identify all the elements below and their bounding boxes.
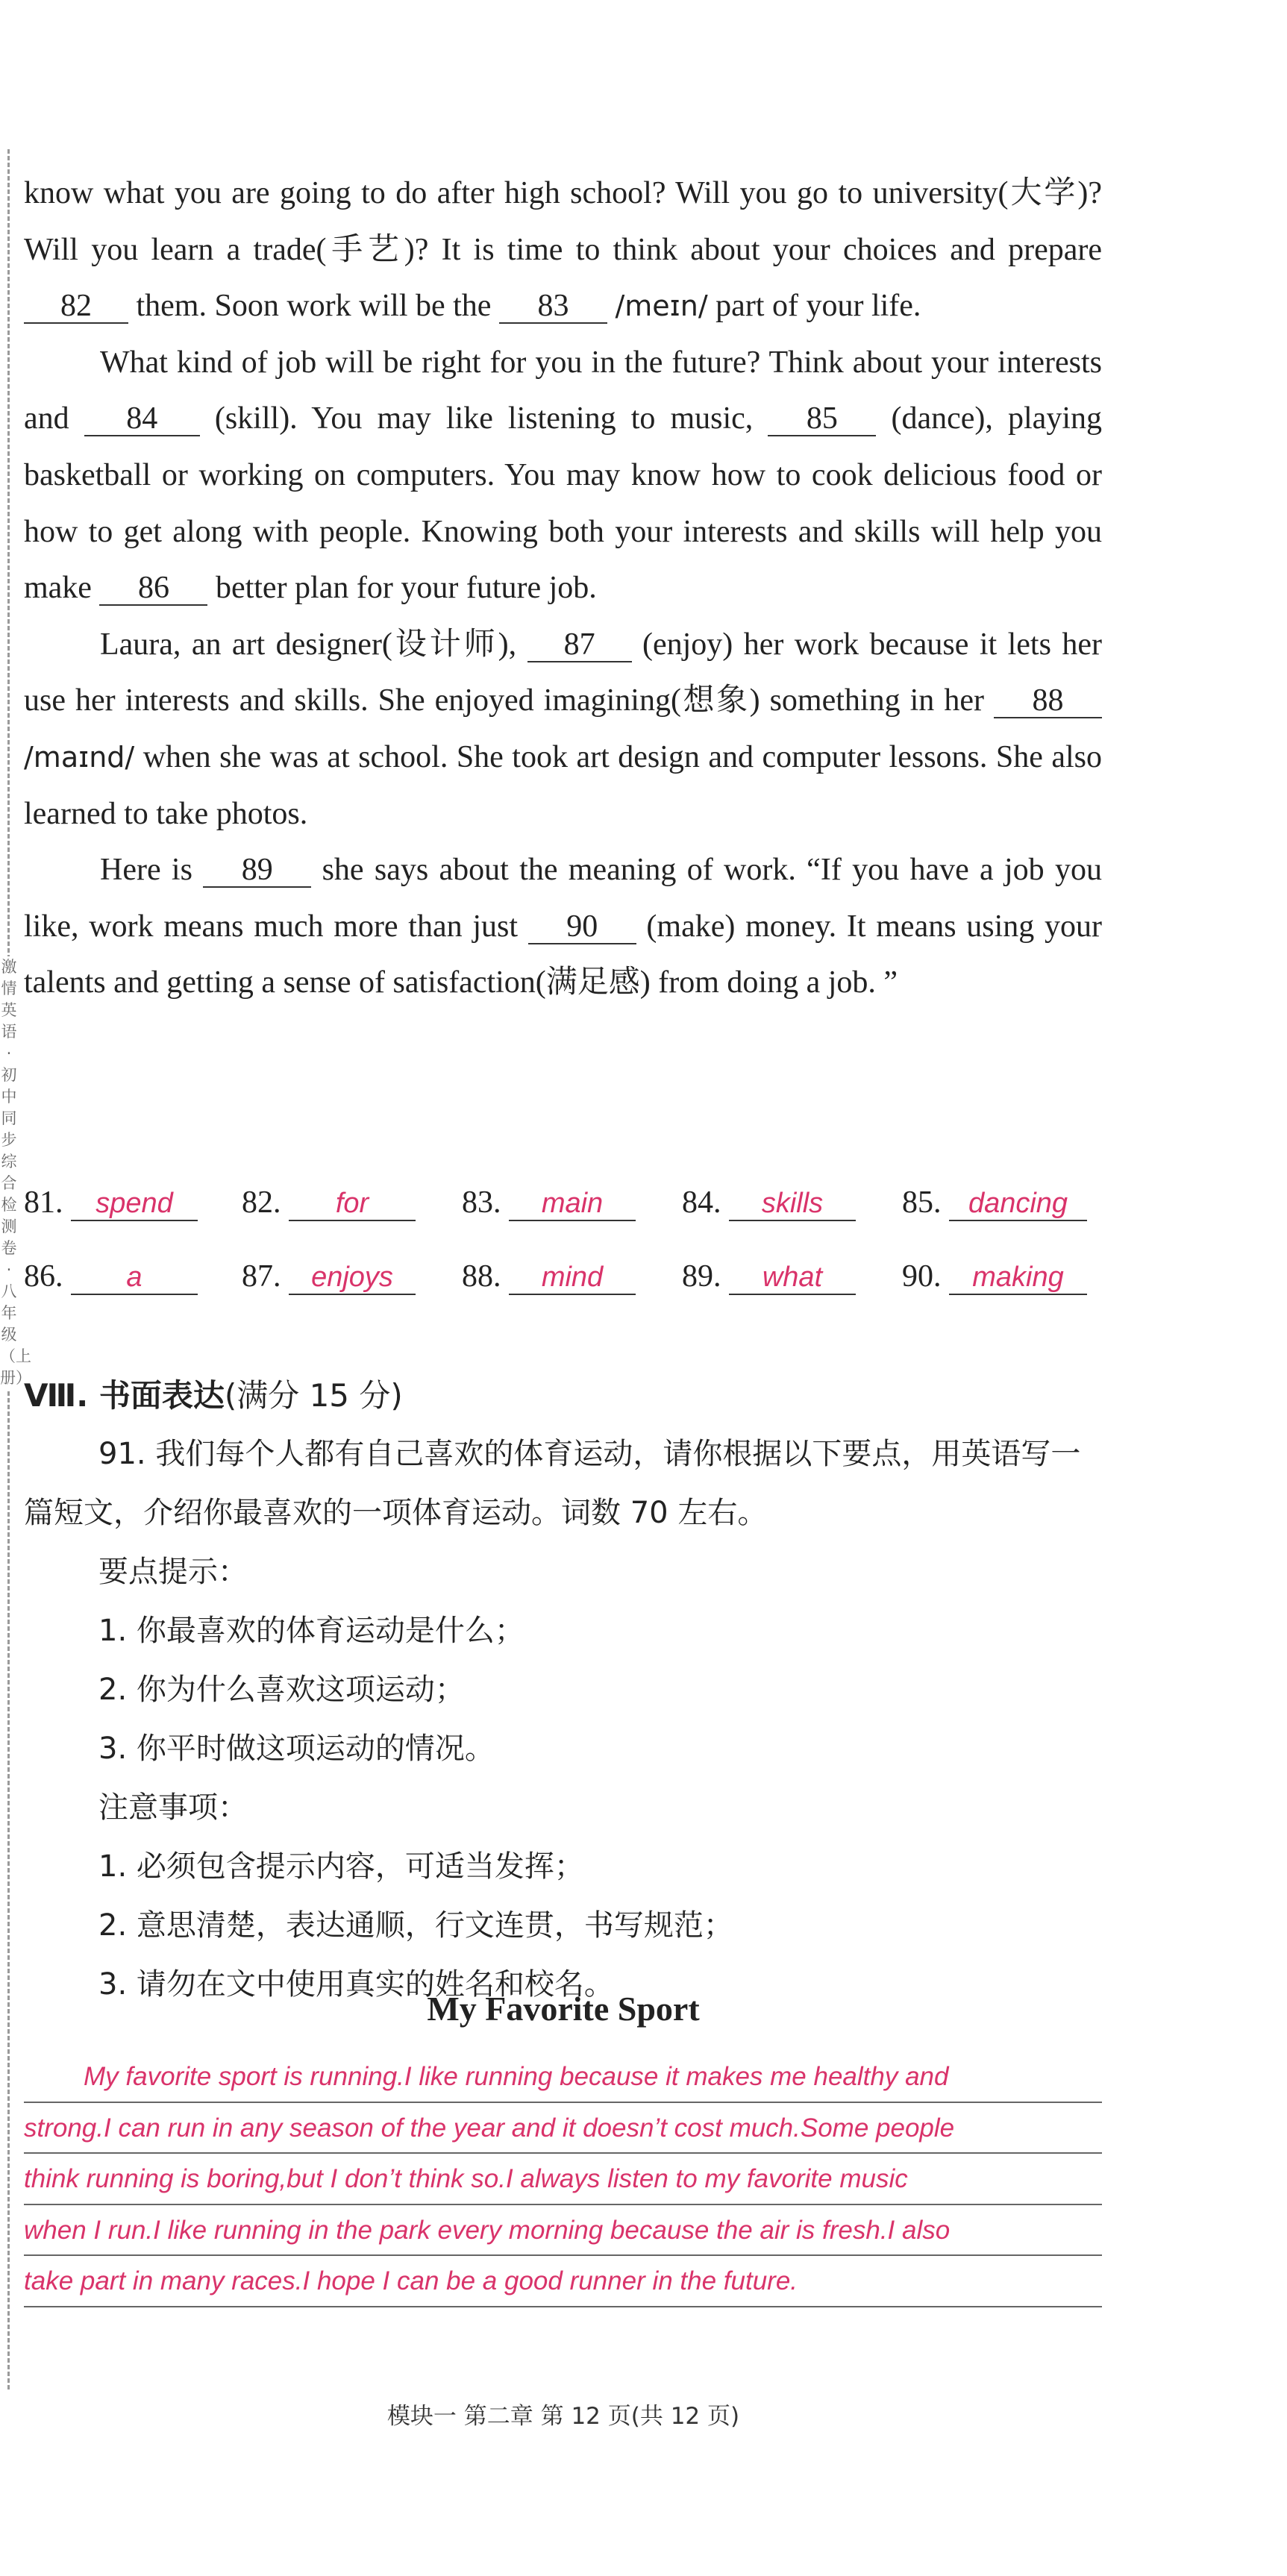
blank-88: 88 xyxy=(994,684,1102,718)
cloze-passage xyxy=(24,166,1102,1012)
essay-line: take part in many races.I hope I can be a good runner in the future. xyxy=(24,2256,1102,2307)
page-footer: 模块一 第二章 第 12 页(共 12 页) xyxy=(386,2403,740,2430)
answer-85: 85. dancing xyxy=(902,1185,1087,1221)
answer-84: 84. skills xyxy=(682,1185,856,1221)
paragraph-4: Here is 89 she says about the meaning of work. “If you have a job you like, work means much more than just 90 (make) money. It means using your talents and getting a sense of satisfaction(满足感) from doing a job. ” xyxy=(24,853,1102,1000)
answer-89: 89. what xyxy=(682,1259,856,1295)
answer-86: 86. a xyxy=(24,1259,198,1295)
point-item: 2. 你为什么喜欢这项运动； xyxy=(98,1673,465,1707)
blank-87: 87 xyxy=(527,628,632,662)
blank-84: 84 xyxy=(84,402,200,436)
answer-83: 83. main xyxy=(462,1185,636,1221)
phonetic-88: /maɪnd/ xyxy=(24,740,135,774)
points-title: 要点提示： xyxy=(98,1555,248,1589)
blank-85: 85 xyxy=(768,402,876,436)
answer-90: 90. making xyxy=(902,1259,1087,1295)
answer-row-1 xyxy=(24,1185,1102,1229)
notes-title: 注意事项： xyxy=(98,1790,248,1825)
blank-86: 86 xyxy=(99,571,207,606)
essay-line: think running is boring,but I don’t think so.I always listen to my favorite music xyxy=(24,2154,1102,2205)
paragraph-2: What kind of job will be right for you in the future? Think about your interests and 84 (skill). You may like listening to music, 85 (dance), playing basketball or working on computers. You may know how to cook delicious food or how to get along with people. Knowing both your interests and skills will help you make 86 better plan for your future job. xyxy=(24,345,1102,606)
essay-line: when I run.I like running in the park every morning because the air is fresh.I also xyxy=(24,2205,1102,2257)
point-item: 3. 你平时做这项运动的情况。 xyxy=(98,1732,495,1766)
note-item: 1. 必须包含提示内容，可适当发挥； xyxy=(98,1849,584,1884)
blank-82: 82 xyxy=(24,289,128,324)
task-prompt: 91. 我们每个人都有自己喜欢的体育运动，请你根据以下要点，用英语写一篇短文，介绍你最喜欢的一项体育运动。词数 70 左右。 xyxy=(24,1437,1081,1530)
note-item: 2. 意思清楚，表达通顺，行文连贯，书写规范； xyxy=(98,1908,733,1943)
answer-87: 87. enjoys xyxy=(242,1259,416,1295)
essay-line: My favorite sport is running.I like running because it makes me healthy and xyxy=(24,2052,1102,2103)
answer-88: 88. mind xyxy=(462,1259,636,1295)
essay-line: strong.I can run in any season of the year and it doesn’t cost much.Some people xyxy=(24,2103,1102,2154)
side-label: 激情英语·初中同步综合检测卷·八年级（上册） xyxy=(0,956,18,1389)
answer-82: 82. for xyxy=(242,1185,416,1221)
note-item: 3. 请勿在文中使用真实的姓名和校名。 xyxy=(98,1967,614,2002)
essay-answer xyxy=(24,2052,1102,2307)
answer-81: 81. spend xyxy=(24,1185,198,1221)
phonetic-83: /meɪn/ xyxy=(615,289,708,323)
essay-title: My Favorite Sport xyxy=(427,1990,700,2028)
paragraph-1: know what you are going to do after high school? Will you go to university(大学)? Will you learn a trade(手艺)? It is time to think about your choices and prepare 82 them. Soon work will be the 83 /meɪn/ part of your life. xyxy=(24,176,1102,324)
blank-90: 90 xyxy=(528,910,636,944)
paragraph-3: Laura, an art designer(设计师), 87 (enjoy) her work because it lets her use her interests and skills. She enjoyed imagining(想象) something in her 88 /maɪnd/ when she was at school. She took art design and computer lessons. She also learned to take photos. xyxy=(24,627,1102,831)
writing-task xyxy=(24,1425,1102,2014)
answer-row-2 xyxy=(24,1259,1102,1303)
section-heading: Ⅷ. 书面表达(满分 15 分) xyxy=(24,1377,403,1414)
blank-83: 83 xyxy=(499,289,607,324)
point-item: 1. 你最喜欢的体育运动是什么； xyxy=(98,1614,524,1648)
blank-89: 89 xyxy=(203,853,311,888)
